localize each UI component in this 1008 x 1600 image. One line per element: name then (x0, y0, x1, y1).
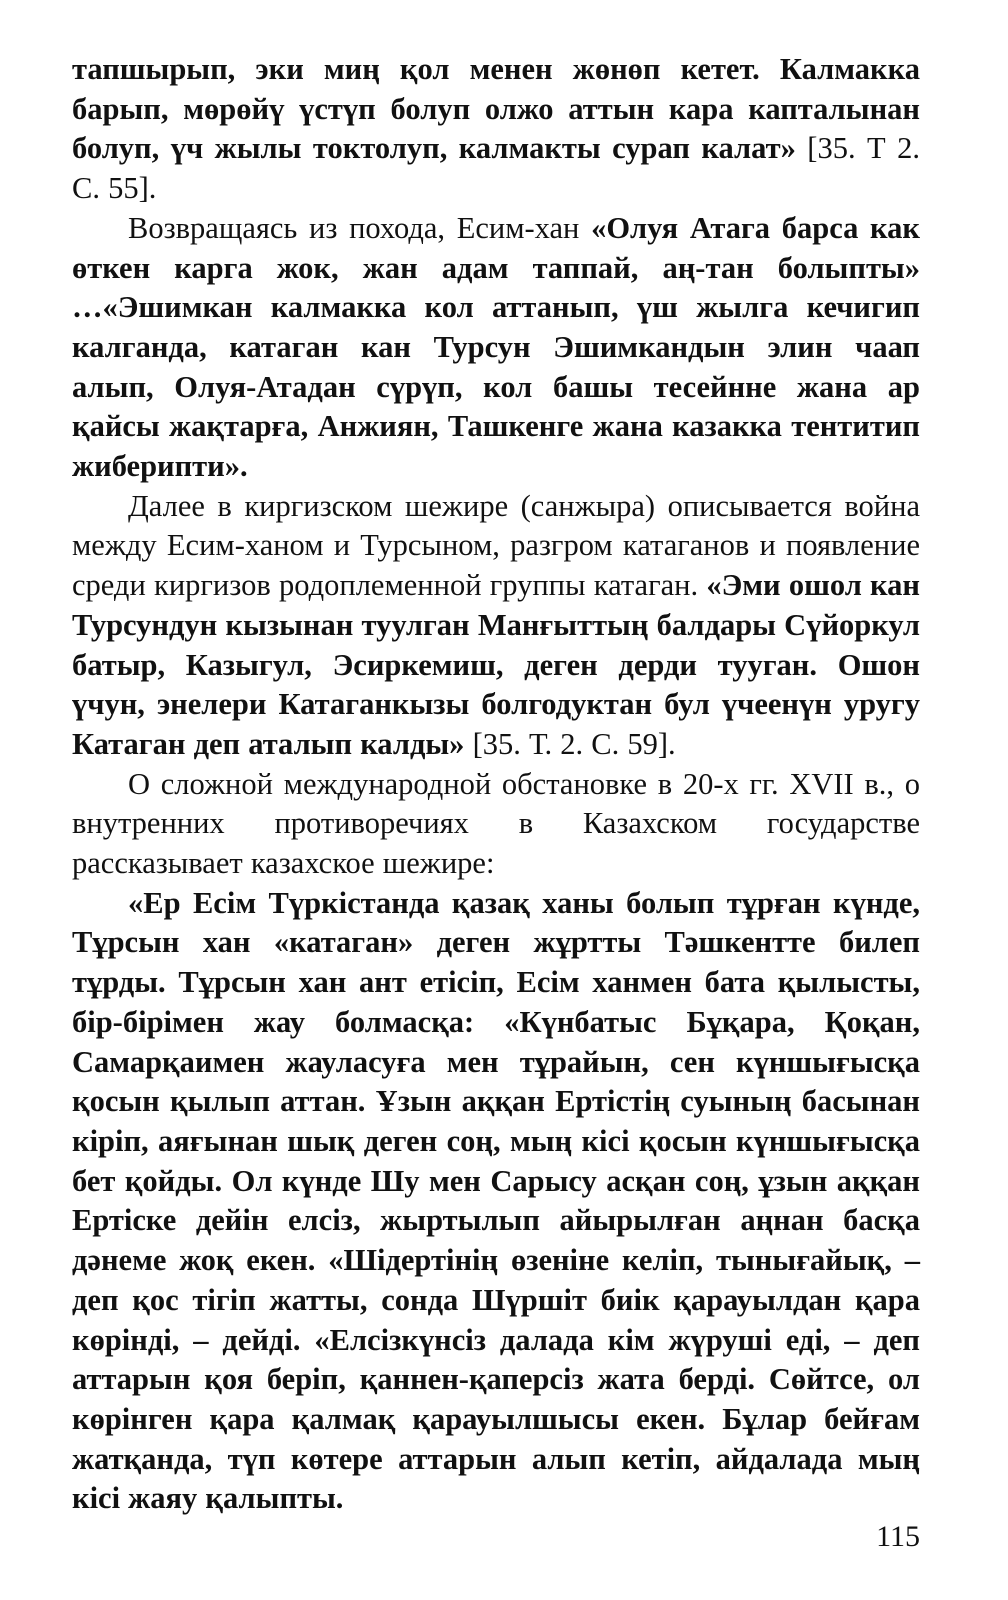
citation: [35. Т 2. С. 55]. (72, 131, 920, 206)
citation: [35. Т. 2. С. 59]. (464, 726, 676, 761)
body-text: Возвращаясь из похода, Есим-хан (128, 210, 592, 245)
page-number: 115 (876, 1520, 920, 1553)
body-text: О сложной международной обстановке в 20-х гг. XVII в., о внутренних противоречиях в Казахском государстве рассказывает казахское шежире: (72, 766, 920, 881)
quote-text: «Олуя Атага барса как өткен карга жок, жан адам таппай, аң-тан болыпты» …«Эшимкан калмакка кол аттанып, үш жылга кечигип калганда, катаган кан Турсун Эшимкандын элин чаап алып, Олуя-Атадан сүрүп, кол башы тесейнне жана ар қайсы жақтарға, Анжиян, Ташкенге жана казакка тентитип жиберипти». (72, 210, 920, 484)
quote-text: «Ер Есім Түркістанда қазақ ханы болып тұрған күнде, Тұрсын хан «катаган» деген жұртты Тәшкентте билеп тұрды. Тұрсын хан ант етісіп, Есім ханмен бата қылысты, бір-бірімен жау болмасқа: «Күнбатыс Бұқара, Қоқан, Самарқаимен жауласуға мен тұрайын, сен күншығысқа қосын қылып аттан. Ұзын аққан Ертістің суының басынан кіріп, аяғынан шық деген соң, мың кісі қосын күншығысқа бет қойды. Ол күнде Шу мен Сарысу асқан соң, ұзын аққан Ертіске дейін елсіз, жыртылып айырылған аңнан басқа дәнеме жоқ екен. «Шідертінің өзеніне келіп, тынығайық, – деп қос тігіп жатты, сонда Шүршіт биік қарауылдан қара көрінді, – дейді. «Елсізкүнсіз далада кім жүруші еді, – деп аттарын қоя беріп, қаннен-қаперсіз жата берді. Сөйтсе, ол көрінген қара қалмақ қарауылшысы екен. Бұлар бейғам жатқанда, түп көтере аттарын алып кетіп, айдалада мың кісі жаяу қалыпты. (72, 885, 920, 1516)
page-body (72, 50, 920, 1550)
paragraph-5 (72, 884, 920, 1519)
quote-text: тапшырып, эки миң қол менен жөнөп кетет. Калмакка барып, мөрөйү үстүп болуп олжо аттын кара капталынан болуп, үч жылы токтолуп, калмакты сурап калат» (72, 52, 920, 166)
body-text: Далее в киргизском шежире (санжыра) описывается война между Есим-ханом и Турсыном, разгром катаганов и появление среди киргизов родоплеменной группы катаган. (72, 488, 920, 603)
paragraph-4 (72, 765, 920, 884)
quote-text: «Эми ошол кан Турсундун кызынан туулган Манғыттың балдары Сүйоркул батыр, Казыгул, Эсиркемиш, деген дерди тууган. Ошон үчун, энелери Катаганкызы болгодуктан бул үчеенүн уругу Катаган деп аталып калды» (72, 568, 920, 761)
paragraph-1 (72, 50, 920, 209)
paragraph-2 (72, 209, 920, 487)
paragraph-3 (72, 487, 920, 765)
